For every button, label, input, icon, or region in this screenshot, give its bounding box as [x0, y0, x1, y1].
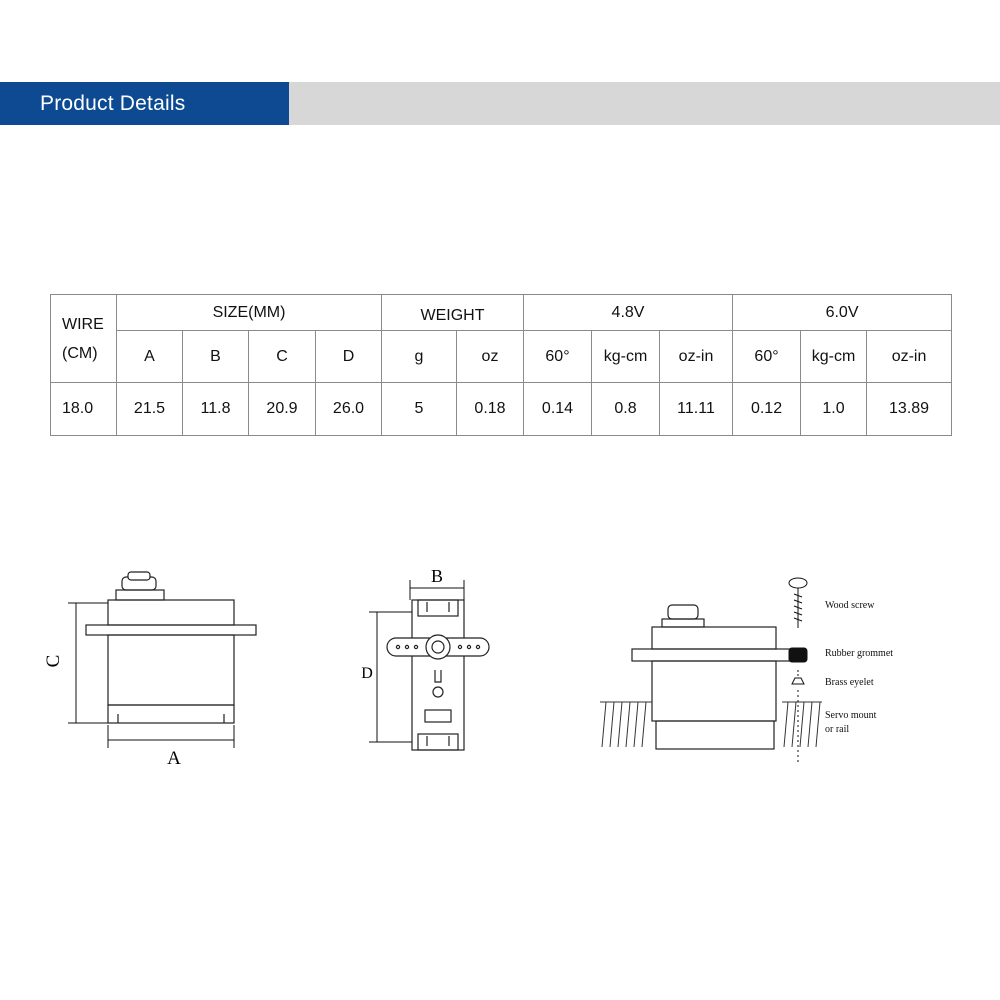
servo-base	[656, 721, 774, 749]
dimension-a-label: A	[167, 748, 181, 769]
table-cell: 5	[382, 383, 457, 436]
brass-eyelet	[792, 678, 804, 684]
table-cell: 11.11	[660, 383, 733, 436]
servo-case-top	[652, 627, 776, 649]
servo-top-view	[355, 560, 495, 760]
table-cell: 20.9	[249, 383, 316, 436]
table-subheader-row	[51, 331, 952, 383]
wire-exit	[425, 710, 451, 722]
table-cell: 18.0	[51, 383, 117, 436]
table-cell: 11.8	[183, 383, 249, 436]
col-header: oz-in	[867, 331, 952, 383]
wire-header-cell	[51, 295, 117, 383]
header-bar	[0, 82, 1000, 125]
table-cell: 13.89	[867, 383, 952, 436]
table-cell: 0.14	[524, 383, 592, 436]
wood-screw-head	[789, 578, 807, 588]
wire-unit: (CM)	[62, 344, 98, 362]
col-header: B	[183, 331, 249, 383]
col-header: A	[117, 331, 183, 383]
wire-label: WIRE	[62, 315, 104, 333]
size-header: SIZE(MM)	[117, 295, 382, 331]
dimension-d-label: D	[361, 665, 373, 682]
col-header: kg-cm	[801, 331, 867, 383]
spec-table	[50, 294, 952, 436]
output-shaft	[668, 605, 698, 619]
servo-case	[652, 661, 776, 721]
col-header: 60°	[733, 331, 801, 383]
servo-case-top	[108, 600, 234, 625]
page-title: Product Details	[40, 92, 186, 115]
v48-header: 4.8V	[524, 295, 733, 331]
horn-hub	[426, 635, 450, 659]
servo-mount-view	[600, 570, 930, 770]
top-mount-tab	[418, 600, 458, 616]
servo-side-view-svg	[40, 560, 280, 780]
servo-case	[108, 635, 234, 705]
servo-side-view	[40, 560, 280, 780]
mounting-flange	[86, 625, 256, 635]
table-cell: 0.12	[733, 383, 801, 436]
label-brass-eyelet: Brass eyelet	[825, 677, 874, 688]
table-cell: 1.0	[801, 383, 867, 436]
label-servo-mount: Servo mount	[825, 710, 877, 721]
table-header-row	[51, 295, 952, 331]
dimension-c-label: C	[43, 654, 64, 668]
label-rubber-grommet: Rubber grommet	[825, 648, 894, 659]
shaft-cap	[128, 572, 150, 580]
table-cell: 0.18	[457, 383, 524, 436]
shaft-base	[662, 619, 704, 627]
bottom-mount-tab	[418, 734, 458, 750]
col-header: oz-in	[660, 331, 733, 383]
col-header: g	[382, 331, 457, 383]
servo-body-outline	[412, 600, 464, 750]
servo-base	[108, 705, 234, 723]
table-row	[51, 383, 952, 436]
col-header: D	[316, 331, 382, 383]
label-wood-screw: Wood screw	[825, 600, 875, 611]
rubber-grommet	[789, 648, 807, 662]
table-cell: 26.0	[316, 383, 382, 436]
header-tab	[0, 82, 289, 125]
col-header: oz	[457, 331, 524, 383]
label-or-rail: or rail	[825, 724, 850, 735]
servo-mount-view-svg	[600, 570, 930, 770]
dimension-b-label: B	[430, 566, 444, 586]
table-cell: 21.5	[117, 383, 183, 436]
table-cell: 0.8	[592, 383, 660, 436]
col-header: C	[249, 331, 316, 383]
col-header: 60°	[524, 331, 592, 383]
shaft-base	[116, 590, 164, 600]
v60-header: 6.0V	[733, 295, 952, 331]
servo-top-view-svg	[355, 560, 495, 760]
weight-header: WEIGHT	[382, 295, 524, 331]
mounting-flange	[632, 649, 794, 661]
col-header: kg-cm	[592, 331, 660, 383]
